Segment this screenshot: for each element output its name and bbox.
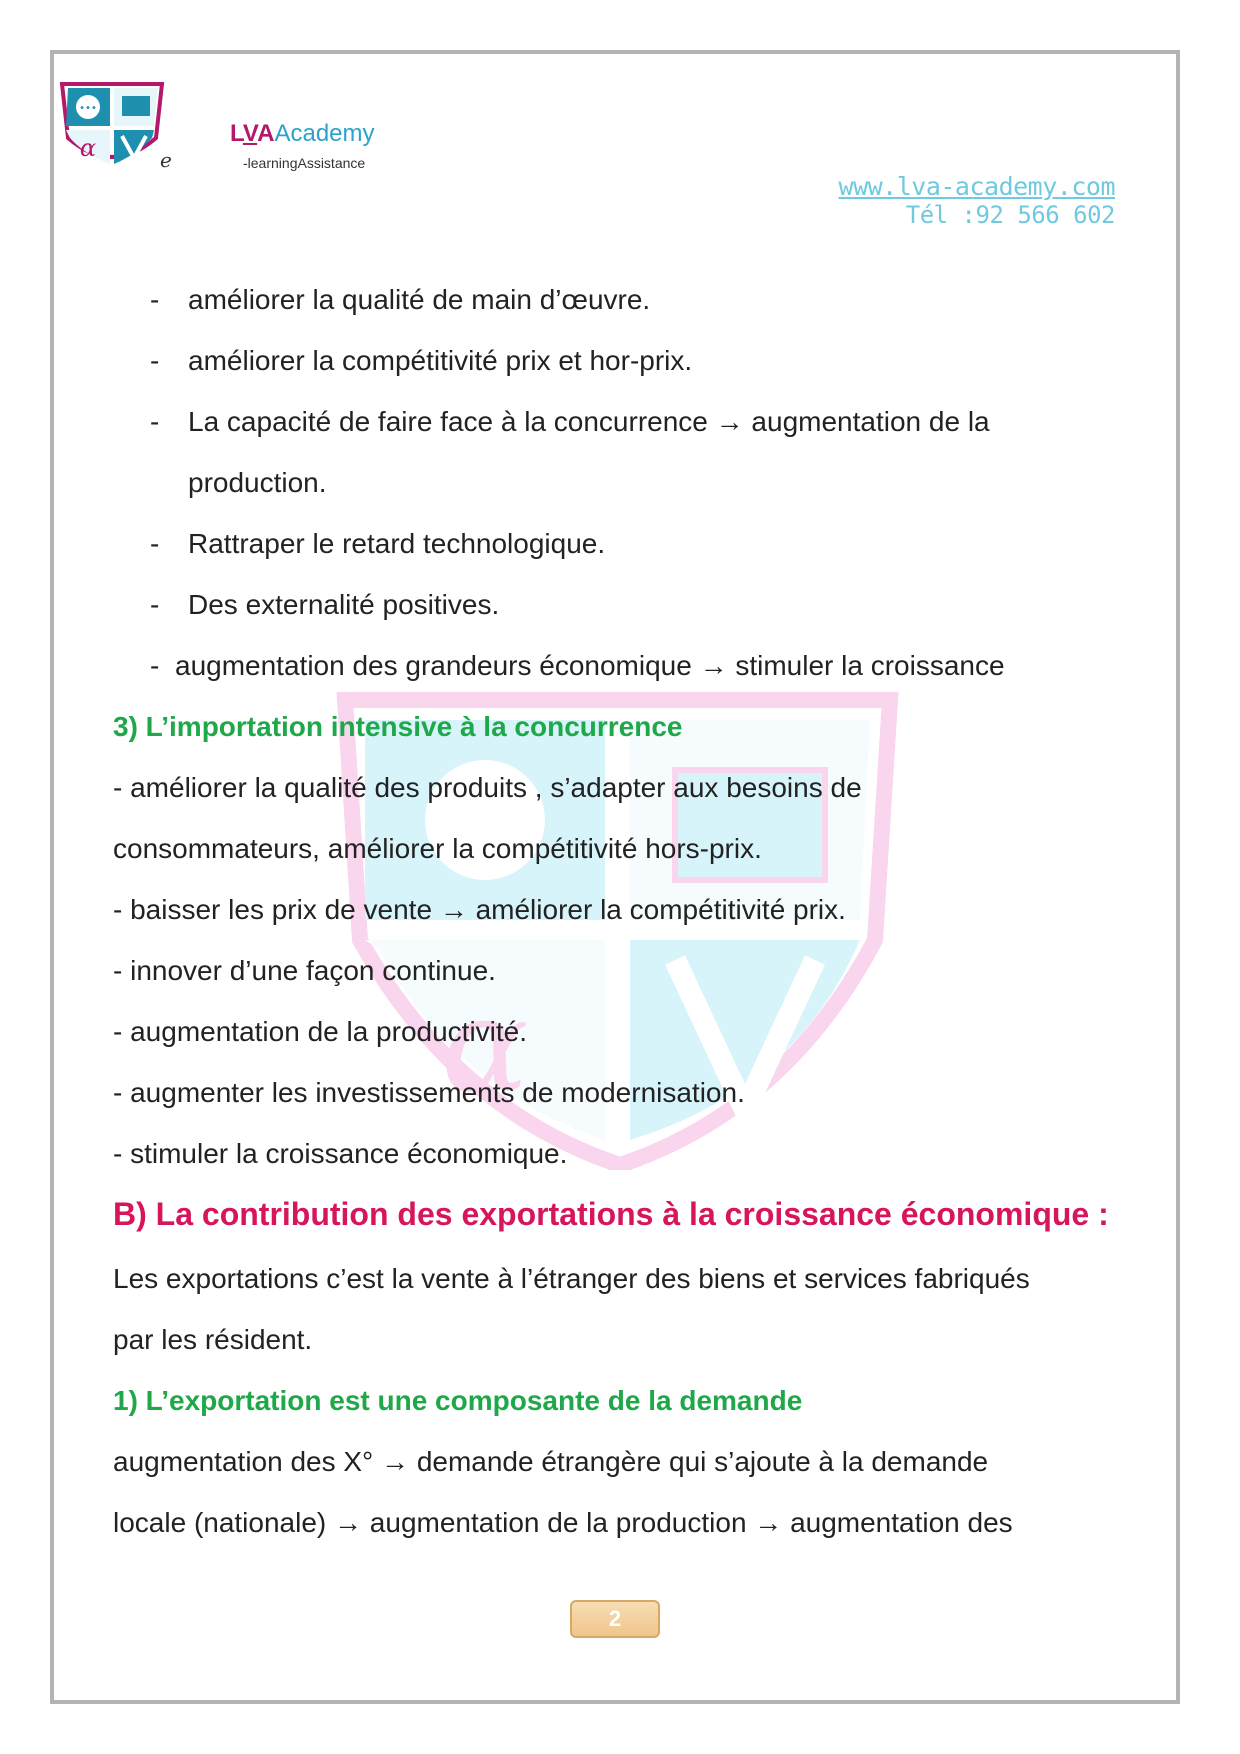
paragraph-line: par les résident. [113, 1324, 313, 1355]
paragraph-line: - augmenter les investissements de modernisation. [113, 1077, 745, 1108]
bullet-dash: - [150, 284, 160, 315]
svg-text:α: α [79, 134, 97, 162]
paragraph-line: - baisser les prix de vente → améliorer la compétitivité prix. [113, 894, 846, 925]
paragraph-line: - innover d’une façon continue. [113, 955, 496, 986]
svg-text:•••: ••• [79, 103, 97, 114]
list-item: améliorer la qualité de main d’œuvre. [188, 284, 651, 315]
website-link[interactable]: www.lva-academy.com [838, 172, 1115, 201]
phone-number: Tél :92 566 602 [905, 201, 1115, 229]
page-number: 2 [570, 1600, 660, 1638]
list-item-continuation: production. [188, 467, 327, 498]
list-item: Rattraper le retard technologique. [188, 528, 606, 559]
svg-text:α: α [441, 969, 529, 1121]
lva-logo-icon [58, 80, 166, 172]
main-heading: B) La contribution des exportations à la croissance économique : [113, 1196, 1109, 1232]
list-item: améliorer la compétitivité prix et hor-prix. [188, 345, 693, 376]
list-item: La capacité de faire face à la concurrence → augmentation de la [188, 406, 990, 437]
paragraph-line: augmentation des X° → demande étrangère qui s’ajoute à la demande [113, 1446, 989, 1477]
bullet-dash: - [150, 589, 160, 620]
bullet-dash: - [150, 650, 160, 681]
list-item: augmentation des grandeurs économique → stimuler la croissance [175, 650, 1005, 681]
paragraph-line: - stimuler la croissance économique. [113, 1138, 568, 1169]
logo-e-mark: e [160, 148, 172, 172]
brand-tagline: -learningAssistance [243, 155, 366, 171]
paragraph-line: consommateurs, améliorer la compétitivité hors-prix. [113, 833, 762, 864]
brand-name: LVAAcademy [230, 120, 375, 147]
section-heading: 1) L’exportation est une composante de la demande [113, 1385, 803, 1416]
bullet-dash: - [150, 406, 160, 437]
section-heading: 3) L’importation intensive à la concurrence [113, 711, 683, 742]
paragraph-line: locale (nationale) → augmentation de la production → augmentation des [113, 1507, 1013, 1538]
paragraph-line: Les exportations c’est la vente à l’étranger des biens et services fabriqués [113, 1263, 1030, 1294]
paragraph-line: - augmentation de la productivité. [113, 1016, 528, 1047]
list-item: Des externalité positives. [188, 589, 500, 620]
bullet-dash: - [150, 345, 160, 376]
bullet-dash: - [150, 528, 160, 559]
paragraph-line: - améliorer la qualité des produits , s’adapter aux besoins de [113, 772, 862, 803]
